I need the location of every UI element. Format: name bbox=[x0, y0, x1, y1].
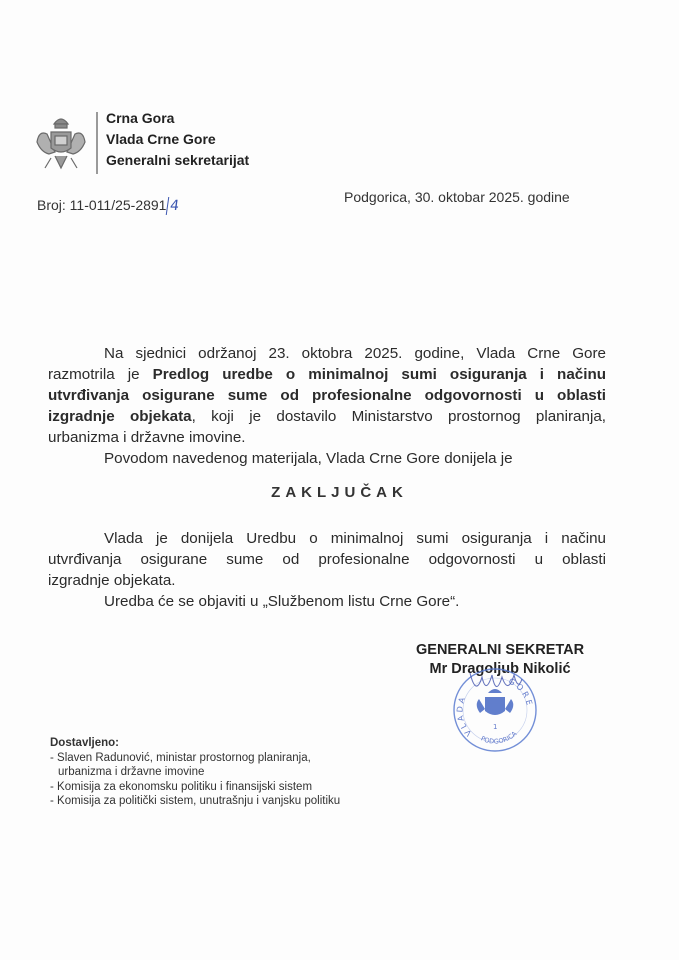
svg-text:V L A D A: V L A D A bbox=[455, 696, 474, 738]
intro-line-3: utvrđivanja osigurane sume od profesionalne odgovornosti u oblasti bbox=[48, 387, 606, 404]
letterhead-government: Vlada Crne Gore bbox=[106, 131, 216, 147]
svg-text:1: 1 bbox=[493, 723, 498, 731]
letterhead-country: Crna Gora bbox=[106, 110, 175, 126]
conclusion-line-2: utvrđivanja osigurane sume od profesionalne odgovornosti u oblasti bbox=[48, 551, 606, 568]
regulation-title-bold: Predlog uredbe o minimalnoj sumi osiguranja i načinu bbox=[152, 366, 607, 383]
intro-paragraph bbox=[48, 343, 606, 469]
reference-number bbox=[37, 197, 179, 215]
intro-line-1: Na sjednici održanoj 23. oktobra 2025. godine, Vlada Crne Gore bbox=[104, 345, 606, 362]
document-date: Podgorica, 30. oktobar 2025. godine bbox=[344, 189, 570, 205]
conclusion-line-1: Vlada je donijela Uredbu o minimalnoj sumi osiguranja i načinu bbox=[104, 530, 606, 547]
distribution-title: Dostavljeno: bbox=[50, 737, 120, 749]
distribution-item: - Komisija za politički sistem, unutrašnju i vanjsku politiku bbox=[50, 795, 341, 807]
reference-label: Broj: 11-011/25-2891 bbox=[37, 197, 167, 213]
conclusion-title: ZAKLJUČAK bbox=[271, 484, 408, 501]
intro-second-paragraph: Povodom navedenog materijala, Vlada Crne Gore donijela je bbox=[104, 450, 513, 467]
distribution-item: - Komisija za ekonomsku politiku i finansijski sistem bbox=[50, 780, 313, 793]
conclusion-paragraph bbox=[48, 528, 606, 612]
intro-line-4: izgradnje objekata, koji je dostavilo Ministarstvo prostornog planiranja, bbox=[48, 408, 606, 425]
letterhead bbox=[106, 108, 249, 171]
publication-note: Uredba će se objaviti u „Službenom listu Crne Gore“. bbox=[104, 593, 460, 610]
intro-line-5: urbanizma i državne imovine. bbox=[48, 429, 246, 446]
letterhead-office: Generalni sekretarijat bbox=[106, 152, 250, 168]
official-stamp-icon bbox=[452, 667, 538, 753]
intro-line-2: razmotrila je Predlog uredbe o minimalnoj sumi osiguranja i načinu bbox=[48, 366, 607, 383]
signatory-title: GENERALNI SEKRETAR bbox=[416, 642, 585, 658]
handwritten-suffix: 4 bbox=[166, 197, 180, 215]
svg-text:PODGORICA: PODGORICA bbox=[479, 729, 519, 746]
montenegro-coat-of-arms-icon bbox=[33, 112, 89, 174]
distribution-item-continued: urbanizma i državne imovine bbox=[58, 766, 205, 778]
distribution-list bbox=[50, 736, 340, 809]
svg-text:G O R E: G O R E bbox=[507, 676, 534, 707]
distribution-item: - Slaven Radunović, ministar prostornog planiranja, bbox=[50, 751, 311, 764]
conclusion-line-3: izgradnje objekata. bbox=[48, 572, 176, 589]
signatory-name: Mr Dragoljub Nikolić bbox=[429, 661, 571, 677]
header-divider bbox=[96, 112, 98, 174]
